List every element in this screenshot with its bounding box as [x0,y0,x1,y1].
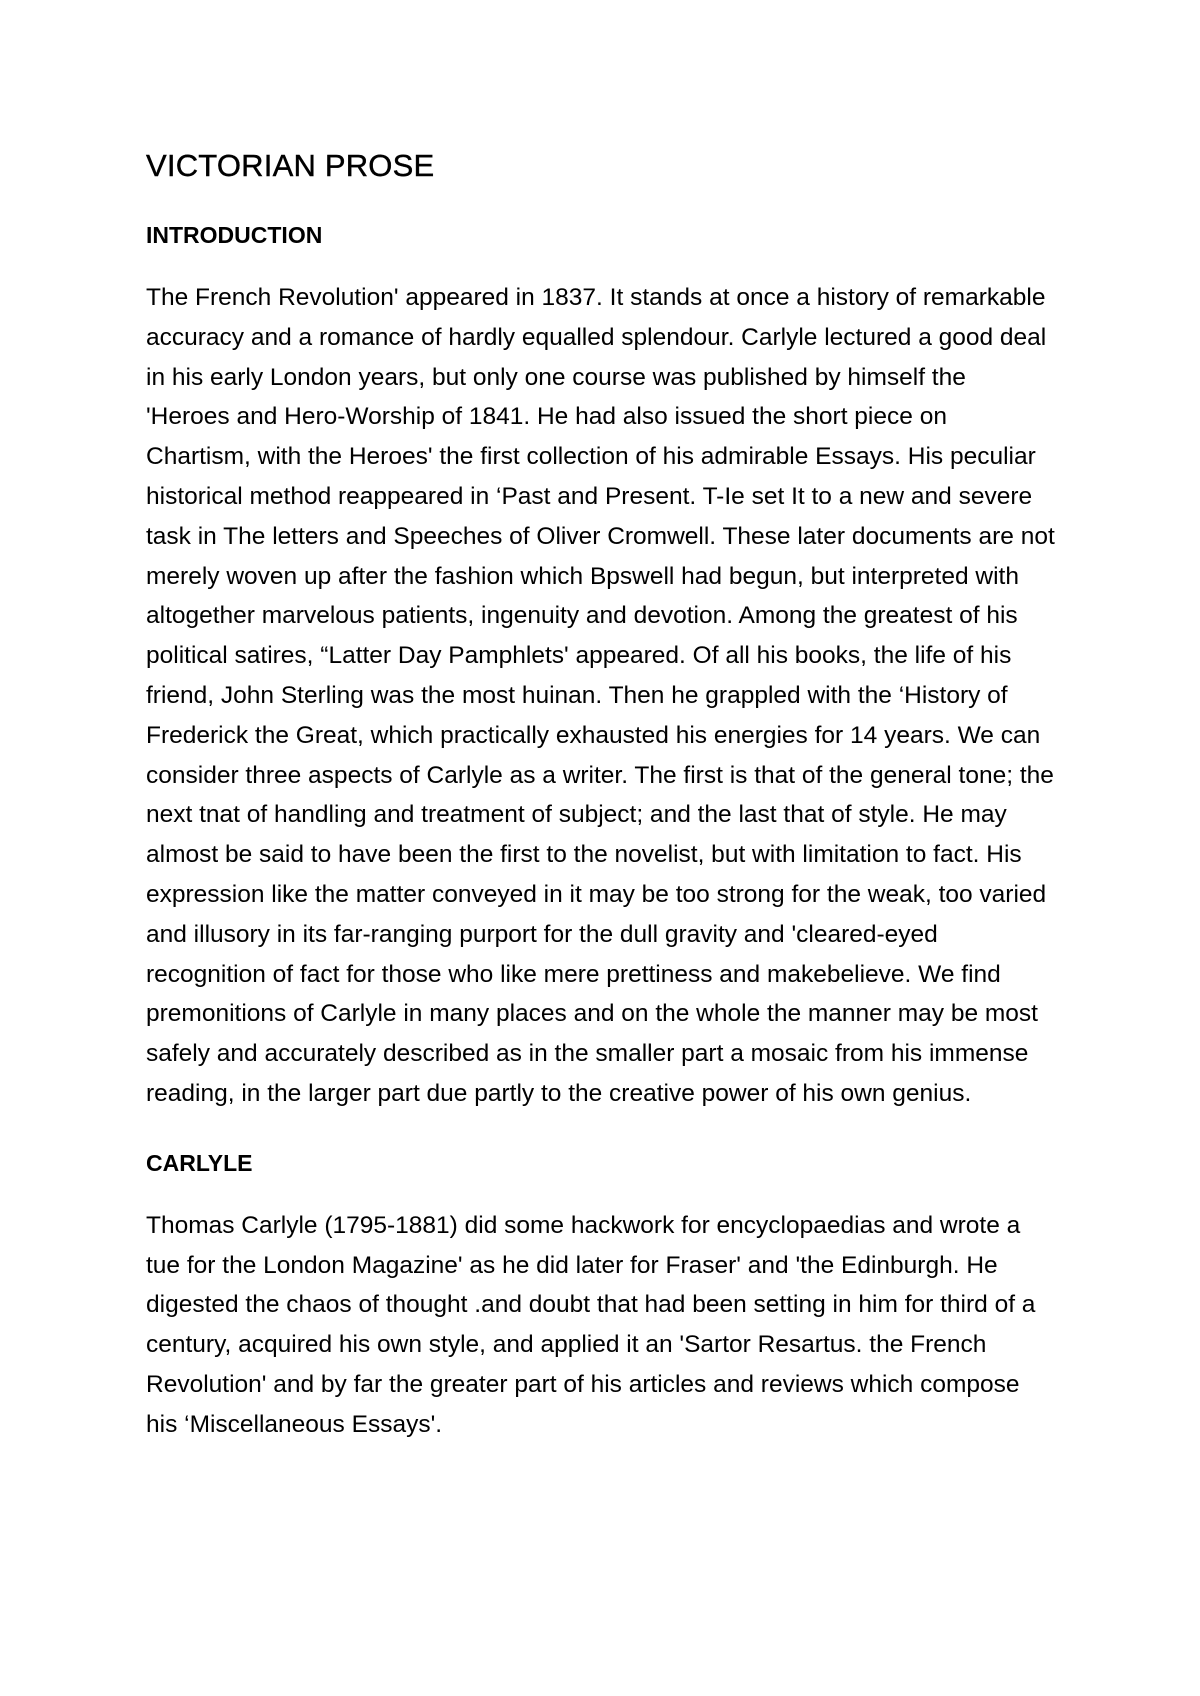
section-body-carlyle: Thomas Carlyle (1795-1881) did some hackwork for encyclopaedias and wrote a tue for the London Magazine' as he did later for Fraser' and 'the Edinburgh. He digested the chaos of thought .and doubt that had been setting in him for third of a century, acquired his own style, and applied it an 'Sartor Resartus. the French Revolution' and by far the greater part of his articles and reviews which compose his ‘Miscellaneous Essays'. [146,1211,1036,1438]
section-body-introduction: The French Revolution' appeared in 1837. It stands at once a history of remarkable accuracy and a romance of hardly equalled splendour. Carlyle lectured a good deal in his early London years, but only one course was published by himself the 'Heroes and Hero-Worship of 1841. He had also issued the short piece on Chartism, with the Heroes' the first collection of his admirable Essays. His peculiar historical method reappeared in ‘Past and Present. T-Ie set It to a new and severe task in The letters and Speeches of Oliver Cromwell. These later documents are not merely woven up after the fashion which Bpswell had begun, but interpreted with altogether marvelous patients, ingenuity and devotion. Among the greatest of his political satires, “Latter Day Pamphlets' appeared. Of all his books, the life of his friend, John Sterling was the most huinan. Then he grappled with the ‘History of Frederick the Great, which practically exhausted his energies for 14 years. We can consider three aspects of Carlyle as a writer. The first is that of the general tone; the next tnat of handling and treatment of subject; and the last that of style. He may almost be said to have been the first to the novelist, but with limitation to fact. His expression like the matter conveyed in it may be too strong for the weak, too varied and illusory in its far-ranging purport for the dull gravity and 'cleared-eyed recognition of fact for those who like mere prettiness and makebelieve. We find premonitions of Carlyle in many places and on the whole the manner may be most safely and accurately described as in the smaller part a mosaic from his immense reading, in the larger part due partly to the creative power of his own genius. [146,284,1055,1107]
document-title: VICTORIAN PROSE [146,148,435,183]
document-page [146,146,1056,1445]
section-heading-carlyle: CARLYLE [146,1149,253,1176]
section-heading-introduction: INTRODUCTION [146,222,323,248]
